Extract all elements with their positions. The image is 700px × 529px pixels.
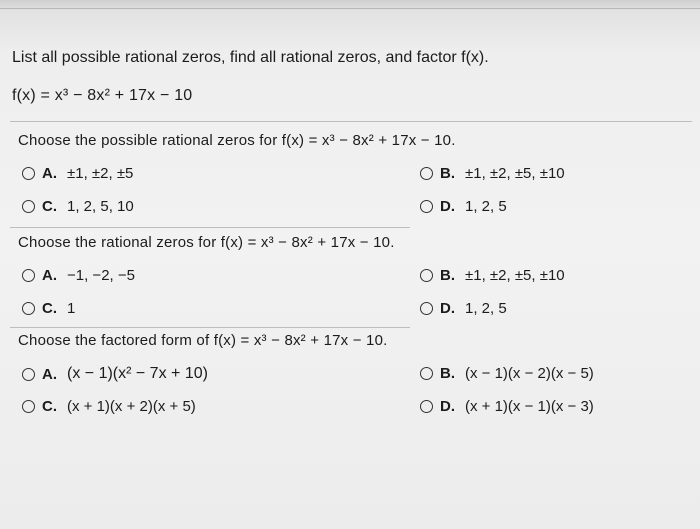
function-definition: f(x) = x³ − 8x² + 17x − 10 (12, 87, 193, 104)
radio-button[interactable] (22, 400, 35, 413)
q3-option-d[interactable] (420, 399, 594, 414)
radio-button[interactable] (420, 200, 433, 213)
instruction-text: List all possible rational zeros, find all rational zeros, and factor f(x). (12, 49, 489, 66)
radio-button[interactable] (22, 200, 35, 213)
option-letter: B. (440, 365, 455, 382)
option-text: 1, 2, 5, 10 (67, 198, 134, 215)
option-text: (x − 1)(x − 2)(x − 5) (465, 365, 594, 382)
radio-button[interactable] (420, 302, 433, 315)
q1-option-c[interactable] (22, 199, 134, 214)
q2-option-c[interactable] (22, 301, 75, 316)
option-text: −1, −2, −5 (67, 267, 135, 284)
option-letter: C. (42, 198, 57, 215)
top-divider (0, 8, 700, 9)
q1-option-d[interactable] (420, 199, 507, 214)
radio-button[interactable] (420, 367, 433, 380)
section-divider (10, 121, 692, 122)
option-letter: B. (440, 165, 455, 182)
option-text: 1, 2, 5 (465, 198, 507, 215)
q2-option-d[interactable] (420, 301, 507, 316)
option-letter: A. (42, 365, 57, 383)
q1-option-b[interactable] (420, 166, 565, 181)
q3-option-c[interactable] (22, 399, 196, 414)
option-text: ±1, ±2, ±5 (67, 165, 134, 182)
q1-option-a[interactable] (22, 166, 133, 181)
option-text: 1, 2, 5 (465, 300, 507, 317)
radio-button[interactable] (420, 400, 433, 413)
radio-button[interactable] (420, 269, 433, 282)
option-text: (x + 1)(x − 1)(x − 3) (465, 398, 594, 415)
q1-prompt: Choose the possible rational zeros for f(x) = x³ − 8x² + 17x − 10. (18, 132, 456, 149)
option-letter: B. (440, 267, 455, 284)
q3-option-a[interactable] (22, 366, 208, 382)
option-text: 1 (67, 300, 76, 317)
q3-option-b[interactable] (420, 366, 594, 381)
q3-prompt: Choose the factored form of f(x) = x³ − 8x² + 17x − 10. (18, 332, 388, 349)
q2-prompt: Choose the rational zeros for f(x) = x³ − 8x² + 17x − 10. (18, 234, 395, 251)
option-text: (x − 1)(x² − 7x + 10) (67, 365, 208, 382)
radio-button[interactable] (22, 269, 35, 282)
option-letter: A. (42, 267, 57, 284)
option-text: (x + 1)(x + 2)(x + 5) (67, 398, 196, 415)
radio-button[interactable] (22, 368, 35, 381)
option-letter: A. (42, 165, 57, 182)
option-letter: D. (440, 198, 455, 215)
option-letter: C. (42, 300, 57, 317)
option-text: ±1, ±2, ±5, ±10 (465, 165, 565, 182)
q2-option-a[interactable] (22, 268, 135, 283)
option-text: ±1, ±2, ±5, ±10 (465, 267, 565, 284)
section-divider (10, 227, 410, 228)
option-letter: D. (440, 398, 455, 415)
radio-button[interactable] (420, 167, 433, 180)
radio-button[interactable] (22, 302, 35, 315)
option-letter: C. (42, 398, 57, 415)
radio-button[interactable] (22, 167, 35, 180)
option-letter: D. (440, 300, 455, 317)
section-divider (10, 327, 410, 328)
q2-option-b[interactable] (420, 268, 565, 283)
